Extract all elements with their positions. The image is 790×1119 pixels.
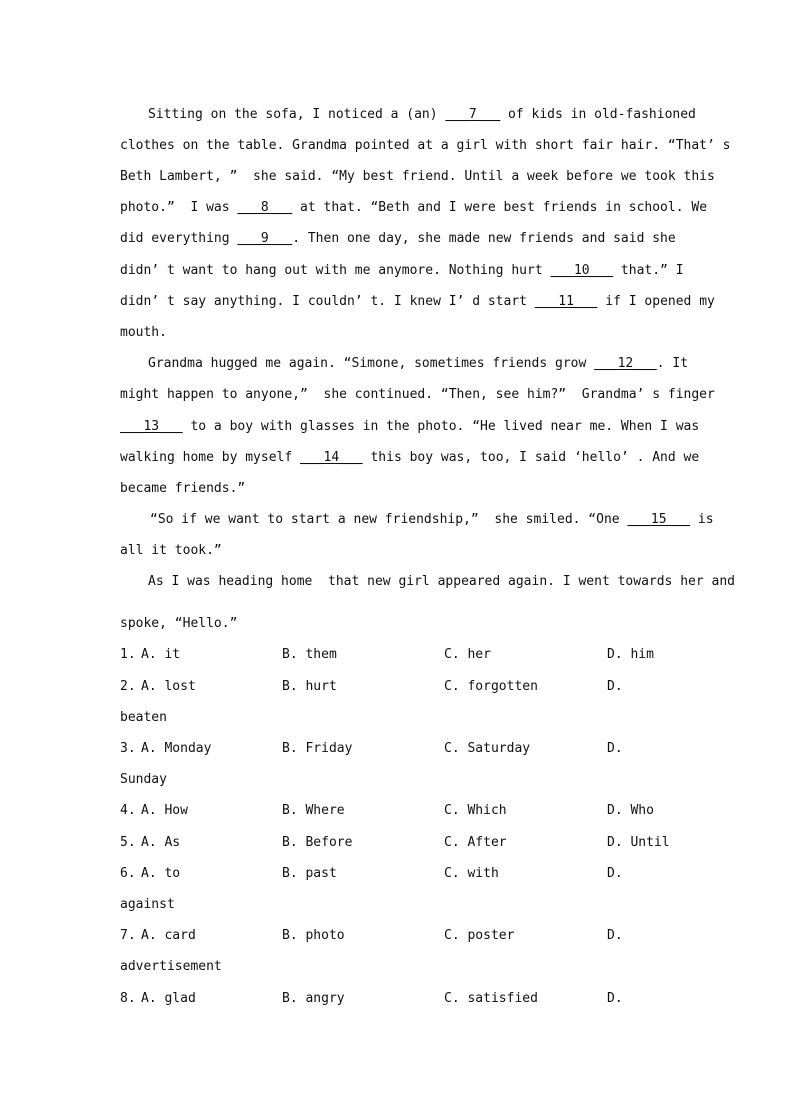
- text-segment: Grandma hugged me again. “Simone, sometimes friends grow: [148, 356, 595, 371]
- option-d: D. Until: [607, 835, 670, 850]
- question-number: 3.: [120, 741, 136, 756]
- question-number: 1.: [120, 647, 136, 662]
- text-segment: to a boy with glasses in the photo. “He lived near me. When I was: [182, 419, 700, 434]
- passage-line: [148, 356, 688, 372]
- option-c: C. Saturday: [444, 741, 531, 756]
- passage-line: might happen to anyone,” she continued. “Then, see him?” Grandma’ s finger: [120, 387, 715, 402]
- option-a: A. lost: [141, 679, 196, 694]
- blank-14: ___14___: [300, 450, 363, 465]
- option-c: C. Which: [444, 803, 507, 818]
- question-number: 2.: [120, 679, 136, 694]
- text-segment: didn’ t say anything. I couldn’ t. I knew I’ d start: [120, 294, 535, 309]
- passage-line: [120, 419, 699, 435]
- option-a: A. As: [141, 835, 181, 850]
- passage-line: clothes on the table. Grandma pointed at a girl with short fair hair. “That’ s: [120, 138, 731, 153]
- option-c: C. her: [444, 647, 491, 662]
- blank-10: ___10___: [550, 263, 614, 278]
- text-segment: is: [690, 512, 714, 527]
- option-b: B. hurt: [282, 679, 337, 694]
- option-d: D.: [607, 679, 623, 694]
- passage-line: [120, 231, 676, 247]
- text-segment: at that. “Beth and I were best friends in school. We: [292, 200, 708, 215]
- blank-9: ___9___: [237, 231, 293, 246]
- blank-8: ___8___: [237, 200, 293, 215]
- text-segment: . It: [656, 356, 689, 371]
- option-d: D. Who: [607, 803, 654, 818]
- passage-line: [120, 294, 715, 310]
- text-segment: walking home by myself: [120, 450, 301, 465]
- option-a: A. it: [141, 647, 181, 662]
- blank-11: ___11___: [534, 294, 598, 309]
- option-d: D. him: [607, 647, 654, 662]
- option-b: B. Where: [282, 803, 345, 818]
- text-segment: did everything: [120, 231, 238, 246]
- text-segment: this boy was, too, I said ‘hello’ . And we: [362, 450, 700, 465]
- passage-line: spoke, “Hello.”: [120, 616, 238, 631]
- option-a: A. Monday: [141, 741, 212, 756]
- question-number: 7.: [120, 928, 136, 943]
- question-number: 5.: [120, 835, 136, 850]
- option-d: D.: [607, 741, 623, 756]
- text-segment: photo.” I was: [120, 200, 238, 215]
- text-segment: didn’ t want to hang out with me anymore. Nothing hurt: [120, 263, 551, 278]
- question-number: 6.: [120, 866, 136, 881]
- text-segment: that.” I: [613, 263, 684, 278]
- text-segment: . Then one day, she made new friends and said she: [292, 231, 676, 246]
- blank-13: ___13___: [120, 419, 183, 434]
- text-segment: “So if we want to start a new friendship,” she smiled. “One: [150, 512, 628, 527]
- option-b: B. angry: [282, 991, 345, 1006]
- option-c: C. After: [444, 835, 507, 850]
- blank-15: ___15___: [627, 512, 691, 527]
- text-segment: of kids in old-fashioned: [500, 107, 696, 122]
- option-b: B. Friday: [282, 741, 353, 756]
- passage-line: Beth Lambert, ” she said. “My best friend. Until a week before we took this: [120, 169, 715, 184]
- passage-line: [120, 450, 699, 466]
- option-b: B. past: [282, 866, 337, 881]
- option-a: A. glad: [141, 991, 196, 1006]
- option-d-wrap: advertisement: [120, 959, 222, 974]
- option-c: C. poster: [444, 928, 515, 943]
- option-d-wrap: against: [120, 897, 175, 912]
- option-b: B. Before: [282, 835, 353, 850]
- option-c: C. satisfied: [444, 991, 538, 1006]
- option-c: C. forgotten: [444, 679, 538, 694]
- passage-line: became friends.”: [120, 481, 246, 496]
- option-d-wrap: beaten: [120, 710, 167, 725]
- option-b: B. them: [282, 647, 337, 662]
- option-c: C. with: [444, 866, 499, 881]
- text-segment: if I opened my: [597, 294, 715, 309]
- blank-12: ___12___: [594, 356, 657, 371]
- passage-line: [150, 512, 714, 528]
- option-a: A. How: [141, 803, 188, 818]
- question-number: 8.: [120, 991, 136, 1006]
- passage-line: [148, 107, 696, 123]
- passage-line: [120, 263, 684, 279]
- passage-line: As I was heading home that new girl appeared again. I went towards her and: [148, 574, 735, 589]
- option-d-wrap: Sunday: [120, 772, 167, 787]
- text-segment: Sitting on the sofa, I noticed a (an): [148, 107, 446, 122]
- option-a: A. card: [141, 928, 196, 943]
- option-a: A. to: [141, 866, 181, 881]
- option-b: B. photo: [282, 928, 345, 943]
- blank-7: ___7___: [445, 107, 501, 122]
- passage-line: all it took.”: [120, 543, 222, 558]
- passage-line: [120, 200, 707, 216]
- question-number: 4.: [120, 803, 136, 818]
- option-d: D.: [607, 928, 623, 943]
- passage-line: mouth.: [120, 325, 167, 340]
- option-d: D.: [607, 991, 623, 1006]
- option-d: D.: [607, 866, 623, 881]
